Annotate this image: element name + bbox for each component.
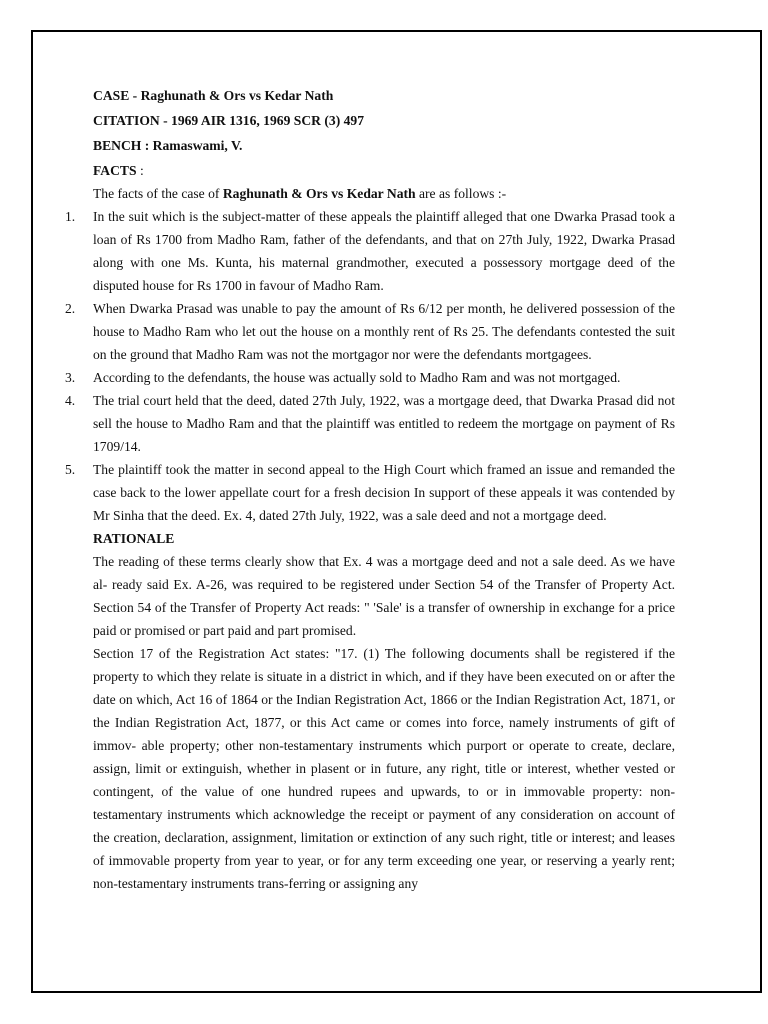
facts-heading xyxy=(93,159,675,182)
rationale-heading: RATIONALE xyxy=(93,531,175,546)
list-number: 1. xyxy=(65,209,76,224)
list-item-text: When Dwarka Prasad was unable to pay the amount of Rs 6/12 per month, he delivered possession of the house to Madho Ram who let out the house on a monthly rent of Rs 25. The defendants contested the suit on the ground that Madho Ram was not the mortgagor nor were the defendants mortgagees. xyxy=(93,301,675,362)
list-item-text: The trial court held that the deed, dated 27th July, 1922, was a mortgage deed, that Dwarka Prasad did not sell the house to Madho Ram and that the plaintiff was entitled to redeem the mortgage on payment of Rs 1709/14. xyxy=(93,393,675,454)
facts-list-item xyxy=(65,297,675,366)
case-title: CASE - Raghunath & Ors vs Kedar Nath xyxy=(93,88,334,103)
facts-intro-case-name: Raghunath & Ors vs Kedar Nath xyxy=(222,186,416,201)
list-item-text: According to the defendants, the house was actually sold to Madho Ram and was not mortgaged. xyxy=(93,370,621,385)
rationale-paragraph-1: The reading of these terms clearly show that Ex. 4 was a mortgage deed and not a sale deed. As we have al- ready said Ex. A-26, was required to be registered under Section 54 of the Transfer of Property Act. Section 54 of the Transfer of Property Act reads: " 'Sale' is a transfer of ownership in exchange for a price paid or promised or part paid and part promised. xyxy=(93,554,675,638)
list-item-text: In the suit which is the subject-matter of these appeals the plaintiff alleged that one Dwarka Prasad took a loan of Rs 1700 from Madho Ram, father of the defendants, and that on 27th July, 1922, Dwarka Prasad along with one Ms. Kunta, his maternal grandmother, executed a possessory mortgage deed of the disputed house for Rs 1700 in favour of Madho Ram. xyxy=(93,209,675,293)
facts-intro-prefix: The facts of the case of xyxy=(93,186,223,201)
facts-list-item xyxy=(65,366,675,389)
facts-list-item xyxy=(65,205,675,297)
bench: BENCH : Ramaswami, V. xyxy=(93,138,243,153)
list-number: 5. xyxy=(65,462,76,477)
facts-heading-colon: : xyxy=(136,163,144,178)
list-item-text: The plaintiff took the matter in second appeal to the High Court which framed an issue and remanded the case back to the lower appellate court for a fresh decision In support of these appeals it was contended by Mr Sinha that the deed. Ex. 4, dated 27th July, 1922, was a sale deed and not a mortgage deed. xyxy=(93,462,675,523)
list-number: 4. xyxy=(65,393,76,408)
facts-list xyxy=(65,205,675,527)
document-body xyxy=(65,84,675,895)
list-number: 2. xyxy=(65,301,76,316)
facts-intro-suffix: are as follows :- xyxy=(415,186,507,201)
facts-heading-text: FACTS xyxy=(93,163,137,178)
citation: CITATION - 1969 AIR 1316, 1969 SCR (3) 497 xyxy=(93,113,365,128)
rationale-paragraph-2: Section 17 of the Registration Act states: "17. (1) The following documents shall be registered if the property to which they relate is situate in a district in which, and if they have been executed on or after the date on which, Act 16 of 1864 or the Indian Registration Act, 1866 or the Indian Registration Act, 1871, or the Indian Registration Act, 1877, or this Act came or comes into force, namely instruments of gift of immov- able property; other non-testamentary instruments which purport or operate to create, declare, assign, limit or extinguish, whether in plasent or in future, any right, title or interest, whether vested or contingent, of the value of one hundred rupees and upwards, to or in immovable property: non-testamentary instruments which acknowledge the receipt or payment of any consideration on account of the creation, declaration, assignment, limitation or extinction of any such right, title or interest; and leases of immovable property from year to year, or for any term exceeding one year, or reserving a yearly rent; non-testamentary instruments trans-ferring or assigning any xyxy=(93,646,675,891)
facts-intro xyxy=(93,182,675,205)
facts-list-item xyxy=(65,458,675,527)
list-number: 3. xyxy=(65,370,76,385)
facts-list-item xyxy=(65,389,675,458)
